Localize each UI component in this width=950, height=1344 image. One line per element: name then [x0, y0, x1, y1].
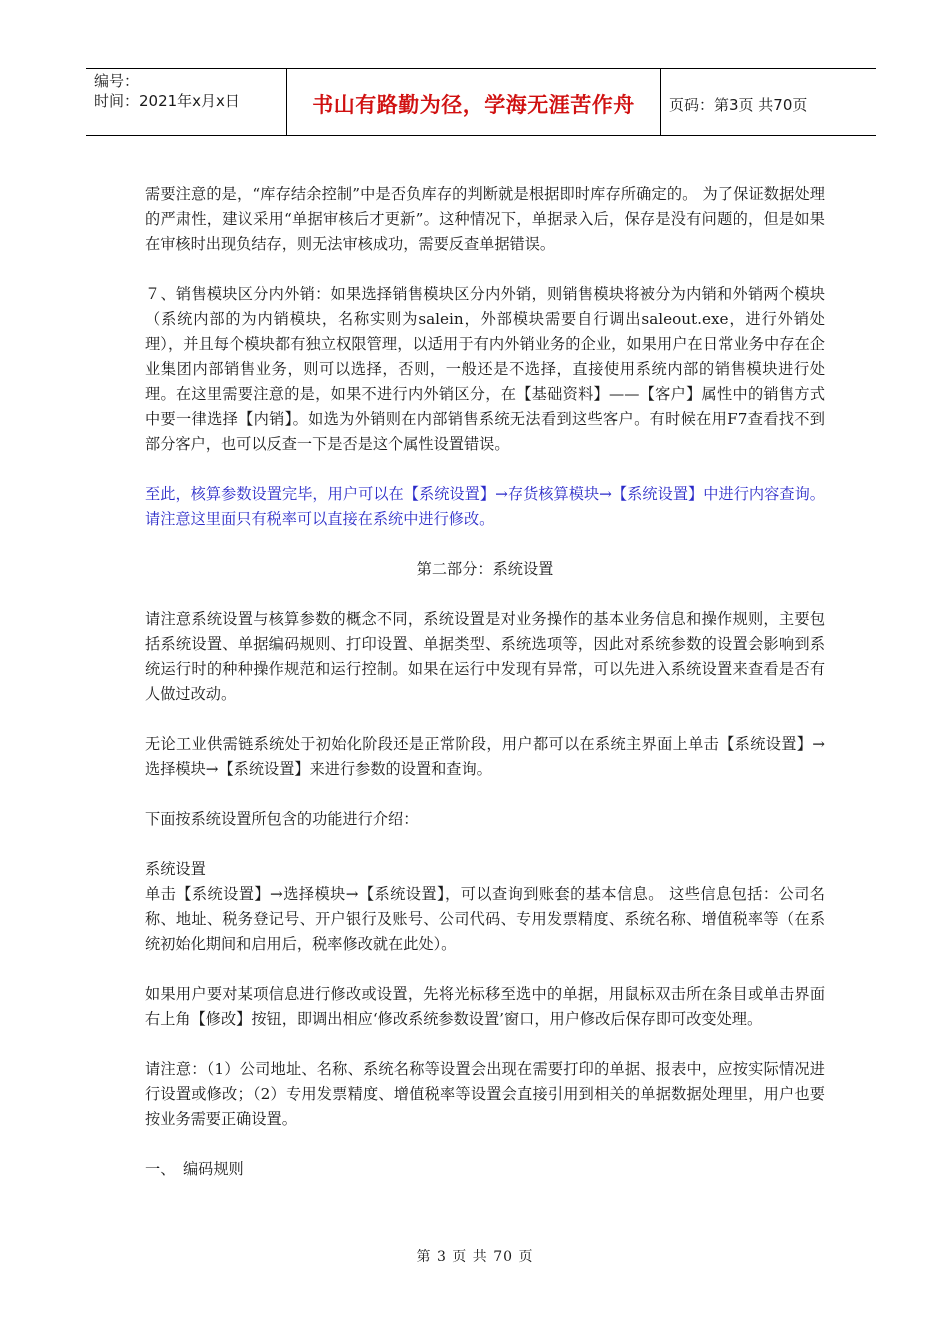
page-header	[86, 68, 876, 136]
paragraph: 请注意系统设置与核算参数的概念不同，系统设置是对业务操作的基本业务信息和操作规则，主要包括系统设置、单据编码规则、打印设置、单据类型、系统选项等，因此对系统参数的设置会影响到系统运行时的种种操作规范和运行控制。如果在运行中发现有异常，可以先进入系统设置来查看是否有人做过改动。	[145, 610, 825, 703]
header-meta	[86, 69, 287, 135]
heading-item: 一、 编码规则	[145, 1160, 244, 1178]
highlight-paragraph: 至此，核算参数设置完毕，用户可以在【系统设置】→存货核算模块→【系统设置】中进行内容查询。请注意这里面只有税率可以直接在系统中进行修改。	[145, 485, 825, 528]
paragraph: 请注意：（1）公司地址、名称、系统名称等设置会出现在需要打印的单据、报表中，应按实际情况进行设置或修改；（2）专用发票精度、增值税率等设置会直接引用到相关的单据数据处理里，用户也要按业务需要正确设置。	[145, 1060, 825, 1128]
paragraph: 如果用户要对某项信息进行修改或设置，先将光标移至选中的单据，用鼠标双击所在条目或单击界面右上角【修改】按钮，即调出相应‘修改系统参数设置’窗口，用户修改后保存即可改变处理。	[145, 985, 825, 1028]
subsection-title: 系统设置	[145, 860, 206, 878]
serial-label: 编号：	[94, 72, 140, 90]
header-page-info: 页码：第3页 共70页	[669, 95, 808, 114]
time-label: 时间：2021年x月x日	[94, 92, 240, 110]
section-title: 第二部分：系统设置	[416, 560, 554, 578]
page-footer: 第 3 页 共 70 页	[416, 1249, 534, 1265]
paragraph: ７、销售模块区分内外销：如果选择销售模块区分内外销，则销售模块将被分为内销和外销两个模块（系统内部的为内销模块，名称实则为salein，外部模块需要自行调出saleout.exe，进行外销处理），并且每个模块都有独立权限管理，以适用于有内外销业务的企业，如果用户在日常业务中存在企业集团内部销售业务，则可以选择，否则，一般还是不选择，直接使用系统内部的销售模块进行处理。在这里需要注意的是，如果不进行内外销区分，在【基础资料】——【客户】属性中的销售方式中要一律选择【内销】。如选为外销则在内部销售系统无法看到这些客户。有时候在用F7查看找不到部分客户，也可以反查一下是否是这个属性设置错误。	[145, 285, 825, 453]
header-motto: 书山有路勤为径，学海无涯苦作舟	[287, 69, 661, 135]
paragraph: 无论工业供需链系统处于初始化阶段还是正常阶段，用户都可以在系统主界面上单击【系统设置】→选择模块→【系统设置】来进行参数的设置和查询。	[145, 735, 825, 778]
document-body	[145, 182, 825, 1207]
paragraph: 需要注意的是，“库存结余控制”中是否负库存的判断就是根据即时库存所确定的。 为了保证数据处理的严肃性，建议采用“单据审核后才更新”。这种情况下，单据录入后，保存是没有问题的，但是如果在审核时出现负结存，则无法审核成功，需要反查单据错误。	[145, 185, 825, 253]
paragraph: 单击【系统设置】→选择模块→【系统设置】，可以查询到账套的基本信息。 这些信息包括：公司名称、地址、税务登记号、开户银行及账号、公司代码、专用发票精度、系统名称、增值税率等（在系统初始化期间和启用后，税率修改就在此处）。	[145, 885, 825, 953]
paragraph: 下面按系统设置所包含的功能进行介绍：	[145, 810, 419, 828]
